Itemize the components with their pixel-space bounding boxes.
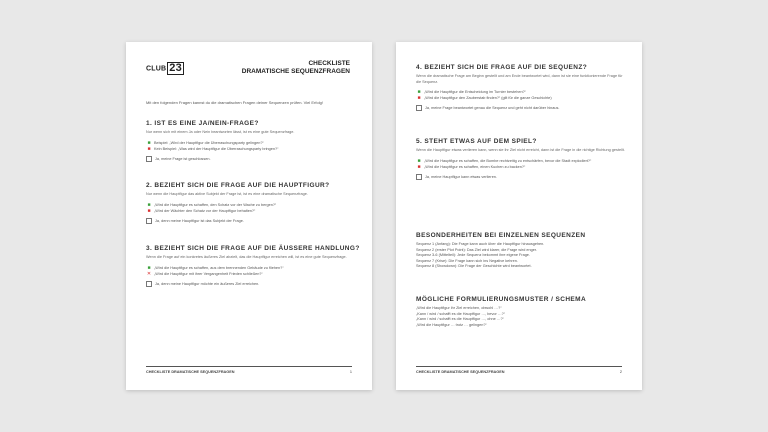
footer-label: CHECKLISTE DRAMATISCHE SEQUENZFRAGEN: [146, 370, 235, 374]
special-cases-heading: BESONDERHEITEN BEI EINZELNEN SEQUENZEN: [416, 232, 586, 239]
checklist-item[interactable]: Ja, denn meine Hauptfigur möchte ein äußeres Ziel erreichen.: [146, 281, 356, 287]
list-item: „Kann / wird / schafft es die Hauptfigur …, bevor …?“: [416, 311, 505, 316]
intro-text: Mit den folgenden Fragen kannst du die dramatischen Fragen deiner Sequenzen prüfen. Viel Erfolg!: [146, 100, 323, 105]
red-cross-icon: ■: [147, 145, 151, 152]
list-item: „Kann / wird / schafft es die Hauptfigur …, ohne …?“: [416, 317, 504, 321]
section-description: Nur wenn sich mit einem Ja oder Nein beantworten lässt, ist es eine gute Sequenzfrage.: [146, 130, 295, 134]
page-footer: [146, 366, 352, 374]
green-check-icon: ■: [147, 264, 151, 271]
document-page-right: [396, 42, 642, 390]
list-item: Sequenz 2 (erster Plot Point): Das Ziel wird klarer, die Frage wird enger.: [416, 247, 537, 252]
positive-example: ■ „Wird die Hauptfigur es schaffen, aus dem brennenden Gebäude zu fliehen?“: [147, 264, 284, 271]
positive-example: ■ „Wird die Hauptfigur es schaffen, den Schatz vor der Wache zu bergen?“: [147, 201, 277, 208]
section-description: Wenn die dramatische Frage am Beginn gestellt und am Ende beantwortet wird, dann ist sie eine funktionierende Frage für die Sequenz.: [416, 74, 623, 84]
section-5: [416, 138, 626, 180]
red-cross-icon: ■: [417, 95, 421, 101]
section-1: [146, 120, 356, 162]
negative-example: ■ „Wird die Hauptfigur es schaffen, einen Kuchen zu backen?“: [417, 163, 526, 170]
list-item: Sequenz 3-6 (Mittelteil): Jede Sequenz bekommt ihre eigene Frage.: [416, 253, 530, 257]
negative-example: ■ „Wird der Wächter den Schatz vor der Hauptfigur behalten?“: [147, 207, 256, 214]
section-heading: 5. STEHT ETWAS AUF DEM SPIEL?: [416, 138, 537, 145]
green-check-icon: ■: [417, 157, 421, 164]
list-item: Sequenz 1 (Anfang): Die Frage kann auch über die Hauptfigur hinausgehen.: [416, 242, 545, 246]
checkbox-icon[interactable]: [146, 218, 152, 224]
positive-example: ■ Beispiel: „Wird der Hauptfigur die Überraschungsparty gelingen?“: [147, 139, 264, 146]
page-number: 2: [619, 370, 622, 374]
section-heading: 3. BEZIEHT SICH DIE FRAGE AUF DIE ÄUSSERE HANDLUNG?: [146, 245, 360, 252]
page-footer: [416, 366, 622, 374]
checklist-item[interactable]: Ja, meine Hauptfigur kann etwas verlieren.: [416, 174, 626, 180]
document-title: [242, 60, 350, 76]
checklist-item[interactable]: Ja, meine Frage beantwortet genau die Sequenz und geht nicht darüber hinaus.: [416, 105, 626, 111]
section-heading: 4. BEZIEHT SICH DIE FRAGE AUF DIE SEQUENZ?: [416, 64, 588, 71]
section-heading: 1. IST ES EINE JA/NEIN-FRAGE?: [146, 120, 259, 127]
list-item: „Wird die Hauptfigur ihr Ziel erreichen, obwohl …?“: [416, 306, 502, 310]
section-description: Wenn die Frage auf ein konkretes äußeres Ziel abzielt, das die Hauptfigur erreichen will, ist es eine gute Sequenzfrage.: [146, 255, 347, 259]
positive-example: ■ „Wird die Hauptfigur die Entscheidung im Turnier bestehen?“: [417, 89, 526, 95]
checkbox-icon[interactable]: [416, 105, 422, 111]
red-cross-icon: ■: [417, 163, 421, 170]
checklist-item[interactable]: Ja, meine Frage ist geschlossen.: [146, 156, 356, 162]
negative-example: ✕ „Wird die Hauptfigur mit ihrer Vergangenheit Frieden schließen?“: [146, 270, 263, 277]
red-cross-icon: ■: [147, 207, 151, 214]
special-cases-section: [416, 232, 626, 270]
checkbox-icon[interactable]: [416, 174, 422, 180]
positive-example: ■ „Wird die Hauptfigur es schaffen, die Bombe rechtzeitig zu entschärfen, bevor die Stadt explodiert?“: [417, 157, 592, 164]
page-number: 1: [349, 370, 352, 374]
list-item: „Wird die Hauptfigur … trotz … gelingen?“: [416, 322, 487, 327]
section-4: [416, 64, 626, 111]
green-check-icon: ■: [417, 89, 421, 95]
negative-example: ■ Kein Beispiel: „Was wird der Hauptfigur die Überraschungsparty bringen?“: [147, 145, 279, 152]
formula-section: [416, 296, 626, 328]
list-item: Sequenz 8 (Showdown): Die Frage der Geschichte wird beantwortet.: [416, 264, 532, 268]
checkbox-icon[interactable]: [146, 156, 152, 162]
checkbox-icon[interactable]: [146, 281, 152, 287]
logo-text: CLUB: [146, 65, 167, 73]
green-check-icon: ■: [147, 139, 151, 146]
list-item: Sequenz 7 (Krise): Die Frage kann sich ins Negative kehren.: [416, 258, 518, 263]
section-2: [146, 182, 356, 224]
section-description: Nur wenn die Hauptfigur das aktive Subjekt der Frage ist, ist es eine dramatische Sequenzfrage.: [146, 192, 308, 196]
checklist-item[interactable]: Ja, denn meine Hauptfigur ist das Subjekt der Frage.: [146, 218, 356, 224]
formula-heading: MÖGLICHE FORMULIERUNGSMUSTER / SCHEMA: [416, 296, 587, 303]
section-description: Wenn die Hauptfigur etwas verlieren kann, wenn sie ihr Ziel nicht erreicht, dann ist die Frage in die richtige Richtung gestellt.: [416, 148, 625, 152]
green-check-icon: ■: [147, 201, 151, 208]
logo-number: 23: [169, 62, 182, 74]
club23-logo: [146, 62, 184, 75]
document-page-left: [126, 42, 372, 390]
title-line-1: CHECKLISTE: [308, 60, 350, 67]
negative-example: ■ „Wird die Hauptfigur den Zauberstab finden?“ (gilt für die ganze Geschichte): [417, 95, 552, 101]
footer-label: CHECKLISTE DRAMATISCHE SEQUENZFRAGEN: [416, 370, 505, 374]
title-line-2: DRAMATISCHE SEQUENZFRAGEN: [241, 68, 350, 75]
red-cross-icon: ✕: [146, 270, 152, 277]
section-3: [146, 245, 360, 287]
section-heading: 2. BEZIEHT SICH DIE FRAGE AUF DIE HAUPTFIGUR?: [146, 182, 330, 189]
